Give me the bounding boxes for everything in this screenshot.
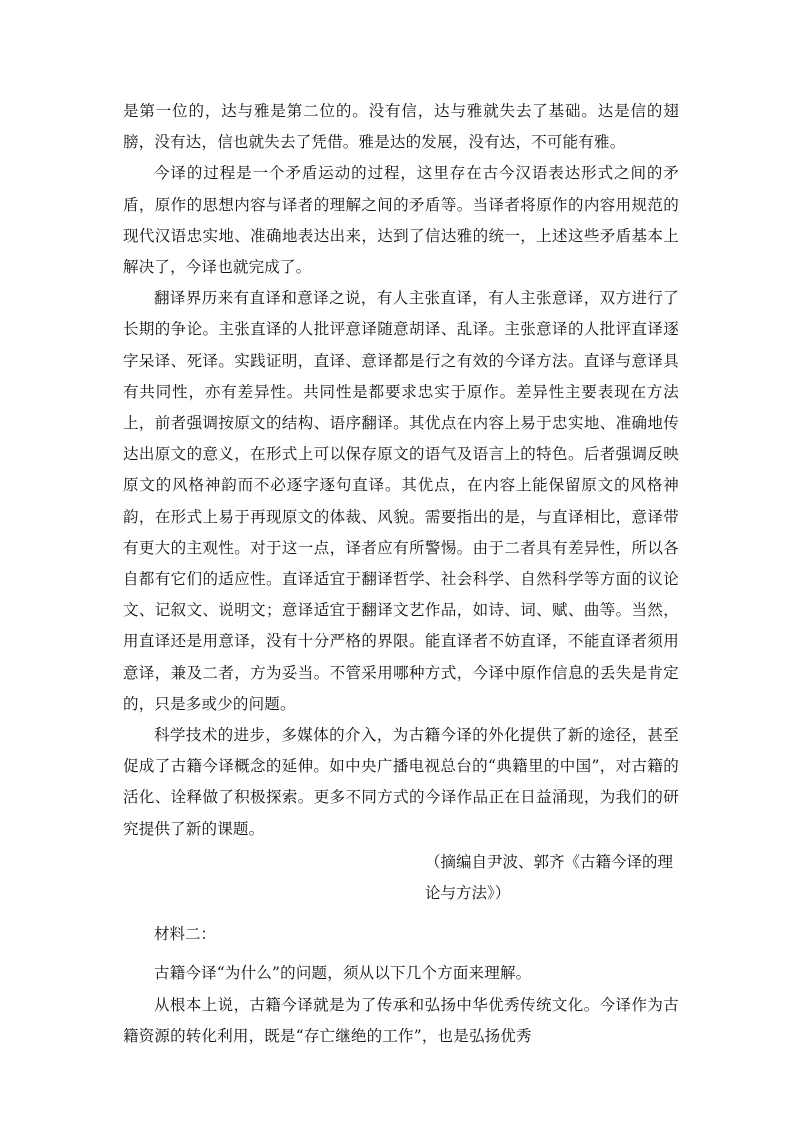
material-2-paragraph-1: 古籍今译“为什么”的问题，须从以下几个方面来理解。 xyxy=(154,964,532,983)
paragraph-4: 科学技术的进步，多媒体的介入，为古籍今译的外化提供了新的途径，甚至促成了古籍今译概念的延伸。如中央广播电视总台的“典籍里的中国”，对古籍的活化、诠释做了积极探索。更多不同方式的今译作品正在日益涌现，为我们的研究提供了新的课题。 xyxy=(123,726,679,838)
paragraph-3: 翻译界历来有直译和意译之说，有人主张直译，有人主张意译，双方进行了长期的争论。主张直译的人批评意译随意胡译、乱译。主张意译的人批评直译逐字呆译、死译。实践证明，直译、意译都是行之有效的今译方法。直译与意译具有共同性，亦有差异性。共同性是都要求忠实于原作。差异性主要表现在方法上，前者强调按原文的结构、语序翻译。其优点在内容上易于忠实地、准确地传达出原文的意义，在形式上可以保存原文的语气及语言上的特色。后者强调反映原文的风格神韵而不必逐字逐句直译。其优点，在内容上能保留原文的风格神韵，在形式上易于再现原文的体裁、风貌。需要指出的是，与直译相比，意译带有更大的主观性。对于这一点，译者应有所警惕。由于二者具有差异性，所以各自都有它们的适应性。直译适宜于翻译哲学、社会科学、自然科学等方面的议论文、记叙文、说明文；意译适宜于翻译文艺作品，如诗、词、赋、曲等。当然，用直译还是用意译，没有十分严格的界限。能直译者不妨直译，不能直译者须用意译，兼及二者，方为妥当。不管采用哪种方式，今译中原作信息的丢失是肯定的，只是多或少的问题。 xyxy=(123,289,679,713)
paragraph-1: 是第一位的，达与雅是第二位的。没有信，达与雅就失去了基础。达是信的翅膀，没有达，信也就失去了凭借。雅是达的发展，没有达，不可能有雅。 xyxy=(123,102,679,152)
material-2-paragraph-2: 从根本上说，古籍今译就是为了传承和弘扬中华优秀传统文化。今译作为古籍资源的转化利用，既是“存亡继绝的工作”，也是弘扬优秀 xyxy=(123,995,679,1045)
document-page xyxy=(123,96,679,1052)
source-citation: （摘编自尹波、郭齐《古籍今译的理论与方法》） xyxy=(425,852,674,903)
material-2-heading: 材料二： xyxy=(154,925,217,944)
paragraph-2: 今译的过程是一个矛盾运动的过程，这里存在古今汉语表达形式之间的矛盾，原作的思想内容与译者的理解之间的矛盾等。当译者将原作的内容用规范的现代汉语忠实地、准确地表达出来，达到了信达雅的统一，上述这些矛盾基本上解决了，今译也就完成了。 xyxy=(123,164,679,277)
